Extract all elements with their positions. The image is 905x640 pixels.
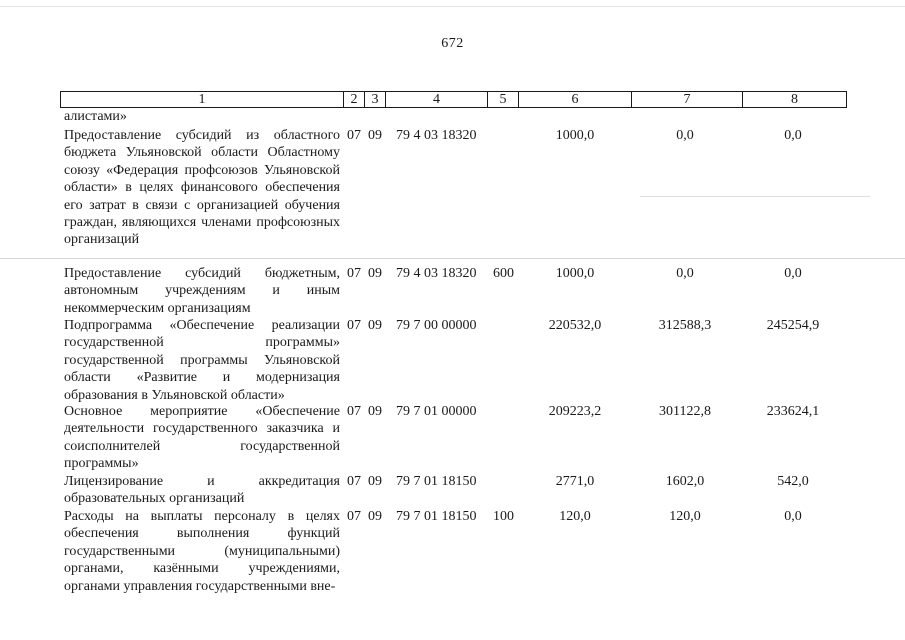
row-rz: 07 xyxy=(347,128,361,143)
row-csr: 79 7 00 00000 xyxy=(396,318,477,333)
table-header xyxy=(60,91,847,108)
row-value-3: 245254,9 xyxy=(766,318,820,333)
row-value-3: 0,0 xyxy=(784,128,802,143)
row-pr: 09 xyxy=(368,266,382,281)
header-col-8: 8 xyxy=(791,92,798,107)
row-vr: 100 xyxy=(493,509,514,524)
row-rz: 07 xyxy=(347,318,361,333)
scan-artifact-line xyxy=(0,258,905,259)
row-name: Расходы на выплаты персоналу в целях обеспечения выполнения функций государственными (муниципальными) органами, казёнными учреждениями, органами управления государственными вне- xyxy=(64,509,340,594)
page-number: 672 xyxy=(441,36,464,51)
row-value-2: 312588,3 xyxy=(658,318,712,333)
row-name: Основное мероприятие «Обеспечение деятельности государственного заказчика и соисполнителей государственной программы» xyxy=(64,404,340,472)
row-value-3: 542,0 xyxy=(777,474,809,489)
row-value-1: 2771,0 xyxy=(555,474,595,489)
header-col-7: 7 xyxy=(632,92,743,107)
row-pr: 09 xyxy=(368,404,382,419)
row-value-2: 0,0 xyxy=(676,266,694,281)
header-col-4: 4 xyxy=(386,92,488,107)
header-col-2: 2 xyxy=(344,92,365,107)
row-value-2: 1602,0 xyxy=(665,474,705,489)
row-pr: 09 xyxy=(368,318,382,333)
row-name: Предоставление субсидий бюджетным, автономным учреждениям и иным некоммерческим организациям xyxy=(64,266,340,316)
row-value-2: 120,0 xyxy=(669,509,701,524)
row-csr: 79 7 01 18150 xyxy=(396,474,477,489)
row-value-3: 233624,1 xyxy=(766,404,820,419)
row-pr: 09 xyxy=(368,474,382,489)
row-rz: 07 xyxy=(347,509,361,524)
row-value-2: 0,0 xyxy=(676,128,694,143)
row-rz: 07 xyxy=(347,404,361,419)
scan-artifact-line xyxy=(640,196,870,197)
row-value-1: 1000,0 xyxy=(555,266,595,281)
header-col-5: 5 xyxy=(488,92,519,107)
row-value-1: 209223,2 xyxy=(548,404,602,419)
row-rz: 07 xyxy=(347,474,361,489)
continuation-text: алистами» xyxy=(64,109,127,124)
row-name: Лицензирование и аккредитация образовательных организаций xyxy=(64,474,340,507)
row-value-2: 301122,8 xyxy=(659,404,711,419)
row-value-1: 120,0 xyxy=(559,509,591,524)
header-col-3: 3 xyxy=(365,92,386,107)
row-csr: 79 4 03 18320 xyxy=(396,128,477,143)
row-value-1: 1000,0 xyxy=(555,128,595,143)
row-value-3: 0,0 xyxy=(784,266,802,281)
row-csr: 79 7 01 00000 xyxy=(396,404,477,419)
row-name: Подпрограмма «Обеспечение реализации государственной программы» государственной программы Ульяновской области «Развитие и модернизация образования в Ульяновской области» xyxy=(64,318,340,403)
row-csr: 79 7 01 18150 xyxy=(396,509,477,524)
header-col-1: 1 xyxy=(61,92,344,107)
scan-artifact-line xyxy=(0,6,905,7)
row-name: Предоставление субсидий из областного бюджета Ульяновской области Областному союзу «Федерация профсоюзов Ульяновской области» в целях финансового обеспечения его затрат в связи с организацией обучения граждан, являющихся членами профсоюзных организаций xyxy=(64,128,340,248)
row-rz: 07 xyxy=(347,266,361,281)
row-pr: 09 xyxy=(368,509,382,524)
row-value-1: 220532,0 xyxy=(548,318,602,333)
header-col-6: 6 xyxy=(519,92,632,107)
row-vr: 600 xyxy=(493,266,514,281)
row-pr: 09 xyxy=(368,128,382,143)
row-csr: 79 4 03 18320 xyxy=(396,266,477,281)
row-value-3: 0,0 xyxy=(784,509,802,524)
